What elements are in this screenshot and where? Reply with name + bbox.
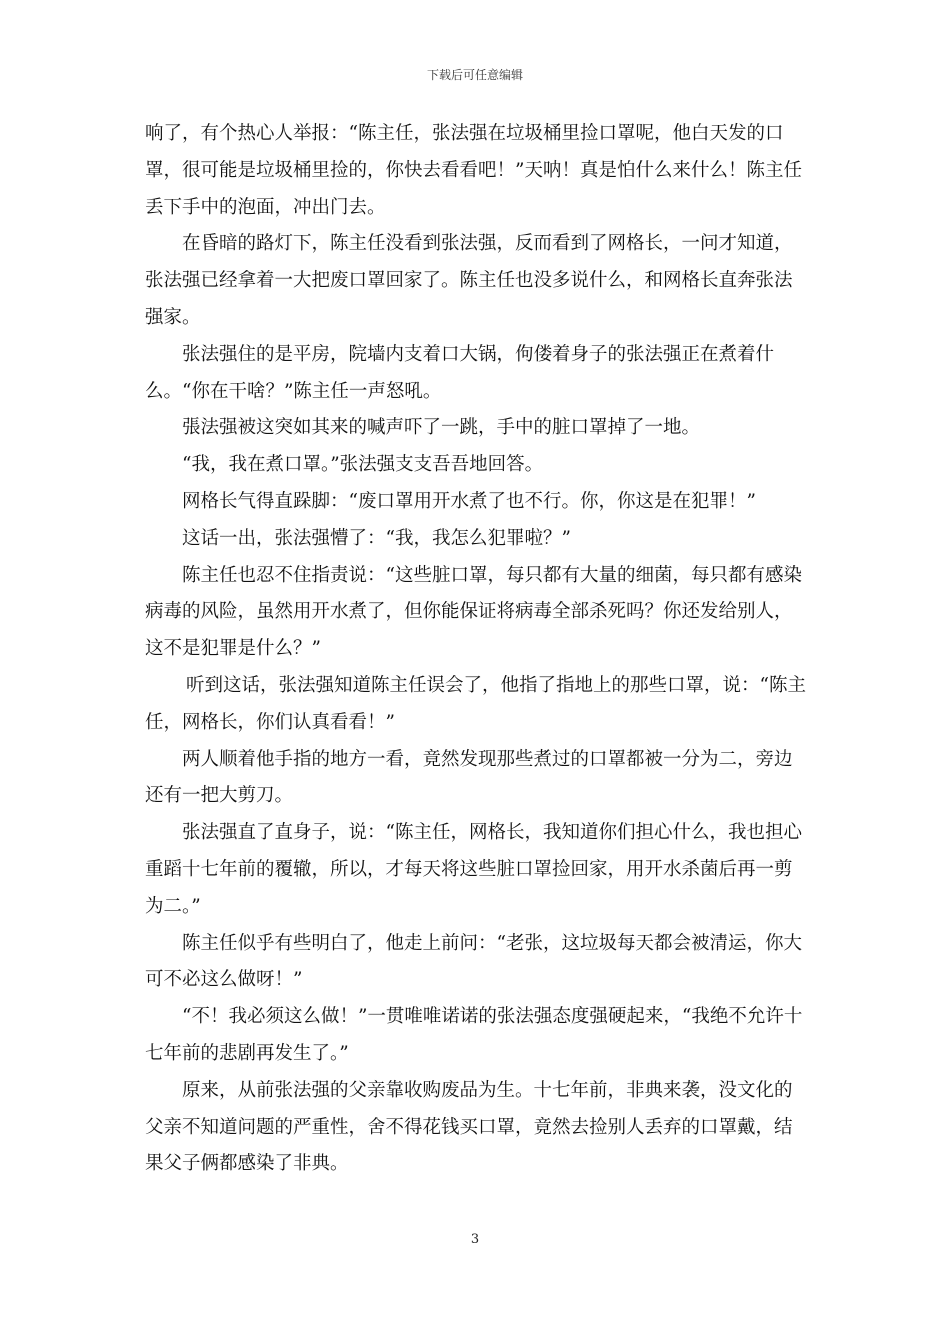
paragraph: “我，我在煮口罩。”张法强支支吾吾地回答。	[182, 454, 544, 476]
paragraph: 两人顺着他手指的地方一看，竟然发现那些煮过的口罩都被一分为二，旁边还有一把大剪刀。	[145, 748, 793, 807]
paragraph: 张法强住的是平房，院墙内支着口大锅，佝偻着身子的张法强正在煮着什么。“你在干啥？”陈主任一声怒吼。	[145, 343, 775, 402]
paragraph: 网格长气得直跺脚：“废口罩用开水煮了也不行。你，你这是在犯罪！”	[182, 490, 756, 512]
page-number: 3	[470, 1232, 480, 1247]
paragraph: 响了，有个热心人举报：“陈主任，张法强在垃圾桶里捡口罩呢，他白天发的口罩，很可能是垃圾桶里捡的，你快去看看吧！”天呐！真是怕什么来什么！陈主任丢下手中的泡面，冲出门去。	[145, 123, 802, 218]
paragraph: “不！我必须这么做！”一贯唯唯诺诺的张法强态度强硬起来，“我绝不允许十七年前的悲剧再发生了。”	[145, 1006, 803, 1064]
paragraph: 原来，从前张法强的父亲靠收购废品为生。十七年前，非典来袭，没文化的父亲不知道问题的严重性，舍不得花钱买口罩，竟然去捡别人丢弃的口罩戴，结果父子俩都感染了非典。	[145, 1079, 793, 1175]
page-header: 下载后可任意编辑	[426, 68, 523, 82]
paragraph: 陈主任似乎有些明白了，他走上前问：“老张，这垃圾每天都会被清运，你大可不必这么做呀！”	[145, 932, 802, 991]
paragraph: 在昏暗的路灯下，陈主任没看到张法强，反而看到了网格长，一问才知道，张法强已经拿着一大把废口罩回家了。陈主任也没多说什么，和网格长直奔张法强家。	[145, 233, 793, 328]
paragraph: 張法强被这突如其来的喊声吓了一跳，手中的脏口罩掉了一地。	[182, 417, 701, 439]
document-body	[145, 116, 807, 1183]
paragraph: 这话一出，张法强懵了：“我，我怎么犯罪啦？”	[182, 527, 571, 549]
paragraph: 听到这话，张法强知道陈主任误会了，他指了指地上的那些口罩，说：“陈主任，网格长，你们认真看看！”	[145, 674, 806, 733]
paragraph: 张法强直了直身子，说：“陈主任，网格长，我知道你们担心什么，我也担心重蹈十七年前的覆辙，所以，才每天将这些脏口罩捡回家，用开水杀菌后再一剪为二。”	[145, 822, 802, 917]
paragraph: 陈主任也忍不住指责说：“这些脏口罩，每只都有大量的细菌，每只都有感染病毒的风险，虽然用开水煮了，但你能保证将病毒全部杀死吗？你还发给别人，这不是犯罪是什么？”	[145, 564, 802, 660]
